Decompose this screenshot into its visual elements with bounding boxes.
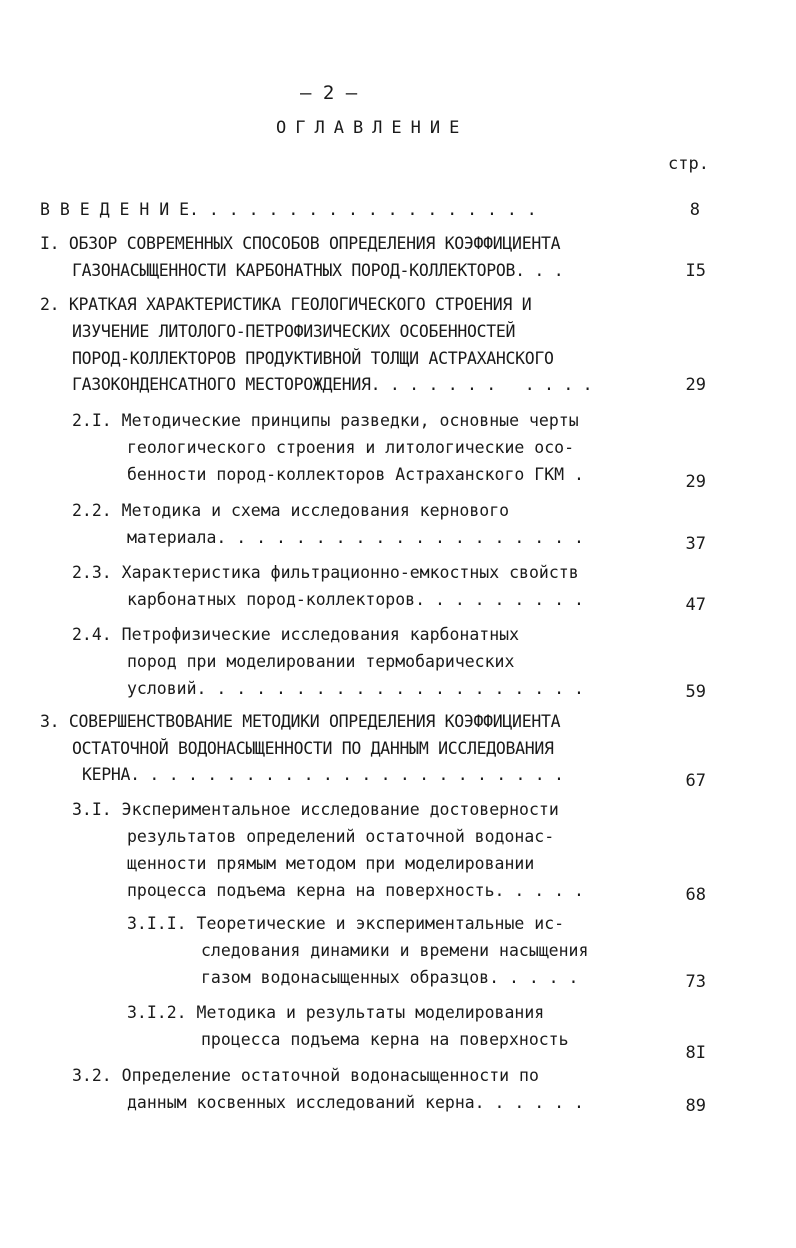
toc-entry-title-cont: условий. . . . . . . . . . . . . . . . . . . . (127, 679, 584, 698)
toc-entry-title-cont: данным косвенных исследований керна. . . . . . (127, 1093, 584, 1112)
toc-entry-page: 73 (685, 972, 706, 992)
toc-entry-title-cont: следования динамики и времени насыщения (201, 941, 589, 960)
toc-entry-title-cont: газом водонасыщенных образцов. . . . . (201, 968, 579, 987)
toc-entry-title-cont: ПОРОД-КОЛЛЕКТОРОВ ПРОДУКТИВНОЙ ТОЛЩИ АСТРАХАНСКОГО (72, 349, 554, 368)
toc-entry-title: 2. КРАТКАЯ ХАРАКТЕРИСТИКА ГЕОЛОГИЧЕСКОГО СТРОЕНИЯ И (40, 295, 532, 314)
toc-entry-page: 29 (685, 375, 706, 395)
toc-entry-title-cont: пород при моделировании термобарических (127, 652, 515, 671)
toc-entry-title-cont: процесса подъема керна на поверхность (201, 1030, 569, 1049)
toc-entry-title-cont: процесса подъема керна на поверхность. . . . . (127, 881, 584, 900)
page-column-label: стр. (668, 154, 709, 174)
toc-entry-title: 2.I. Методические принципы разведки, основные черты (72, 411, 579, 430)
toc-entry-title: 3.I.I. Теоретические и экспериментальные ис- (127, 914, 565, 933)
toc-entry-page: I5 (685, 261, 706, 281)
toc-entry-title-cont: бенности пород-коллекторов Астраханского ГКМ . (127, 465, 584, 484)
toc-entry-title: 2.2. Методика и схема исследования кернового (72, 501, 510, 520)
toc-entry-title: 2.3. Характеристика фильтрационно-емкостных свойств (72, 563, 579, 582)
toc-entry-page: 8I (685, 1043, 706, 1063)
toc-entry-title: 3.I. Экспериментальное исследование достоверности (72, 800, 559, 819)
toc-entry-page: 68 (685, 885, 706, 905)
toc-entry-title-cont: КЕРНА. . . . . . . . . . . . . . . . . . . . . . . (82, 765, 564, 784)
toc-entry-page: 67 (685, 771, 706, 791)
toc-entry-title: I. ОБЗОР СОВРЕМЕННЫХ СПОСОБОВ ОПРЕДЕЛЕНИЯ КОЭФФИЦИЕНТА (40, 234, 561, 253)
toc-entry-title-cont: ГАЗОКОНДЕНСАТНОГО МЕСТОРОЖДЕНИЯ. . . . . . . . . . . (72, 375, 593, 394)
toc-entry-title-cont: ИЗУЧЕНИЕ ЛИТОЛОГО-ПЕТРОФИЗИЧЕСКИХ ОСОБЕННОСТЕЙ (72, 322, 516, 341)
toc-entry-title-cont: ОСТАТОЧНОЙ ВОДОНАСЫЩЕННОСТИ ПО ДАННЫМ ИССЛЕДОВАНИЯ (72, 739, 554, 758)
toc-entry-title: 3. СОВЕРШЕНСТВОВАНИЕ МЕТОДИКИ ОПРЕДЕЛЕНИЯ КОЭФФИЦИЕНТА (40, 712, 561, 731)
toc-entry-title-cont: материала. . . . . . . . . . . . . . . . . . . (127, 528, 584, 547)
toc-entry-page: 29 (685, 472, 706, 492)
toc-entry-title: В В Е Д Е Н И Е. . . . . . . . . . . . . . . . . . (40, 200, 537, 219)
page-number: – 2 – (300, 82, 358, 104)
toc-entry-title: 3.2. Определение остаточной водонасыщенности по (72, 1066, 539, 1085)
toc-entry-title-cont: геологического строения и литологические осо- (127, 438, 575, 457)
toc-entry-title: 2.4. Петрофизические исследования карбонатных (72, 625, 520, 644)
toc-entry-page: 59 (685, 682, 706, 702)
toc-entry-page: 8 (689, 200, 700, 220)
toc-entry-title-cont: карбонатных пород-коллекторов. . . . . . . . . (127, 590, 584, 609)
toc-entry-title-cont: ГАЗОНАСЫЩЕННОСТИ КАРБОНАТНЫХ ПОРОД-КОЛЛЕКТОРОВ. . . (72, 261, 564, 280)
toc-entry-title-cont: результатов определений остаточной водонас- (127, 827, 555, 846)
toc-entry-page: 47 (685, 595, 706, 615)
toc-entry-title-cont: щенности прямым методом при моделировании (127, 854, 535, 873)
toc-entry-page: 89 (685, 1096, 706, 1116)
toc-entry-title: 3.I.2. Методика и результаты моделирования (127, 1003, 545, 1022)
toc-entry-page: 37 (685, 534, 706, 554)
page-title: ОГЛАВЛЕНИЕ (276, 118, 469, 138)
